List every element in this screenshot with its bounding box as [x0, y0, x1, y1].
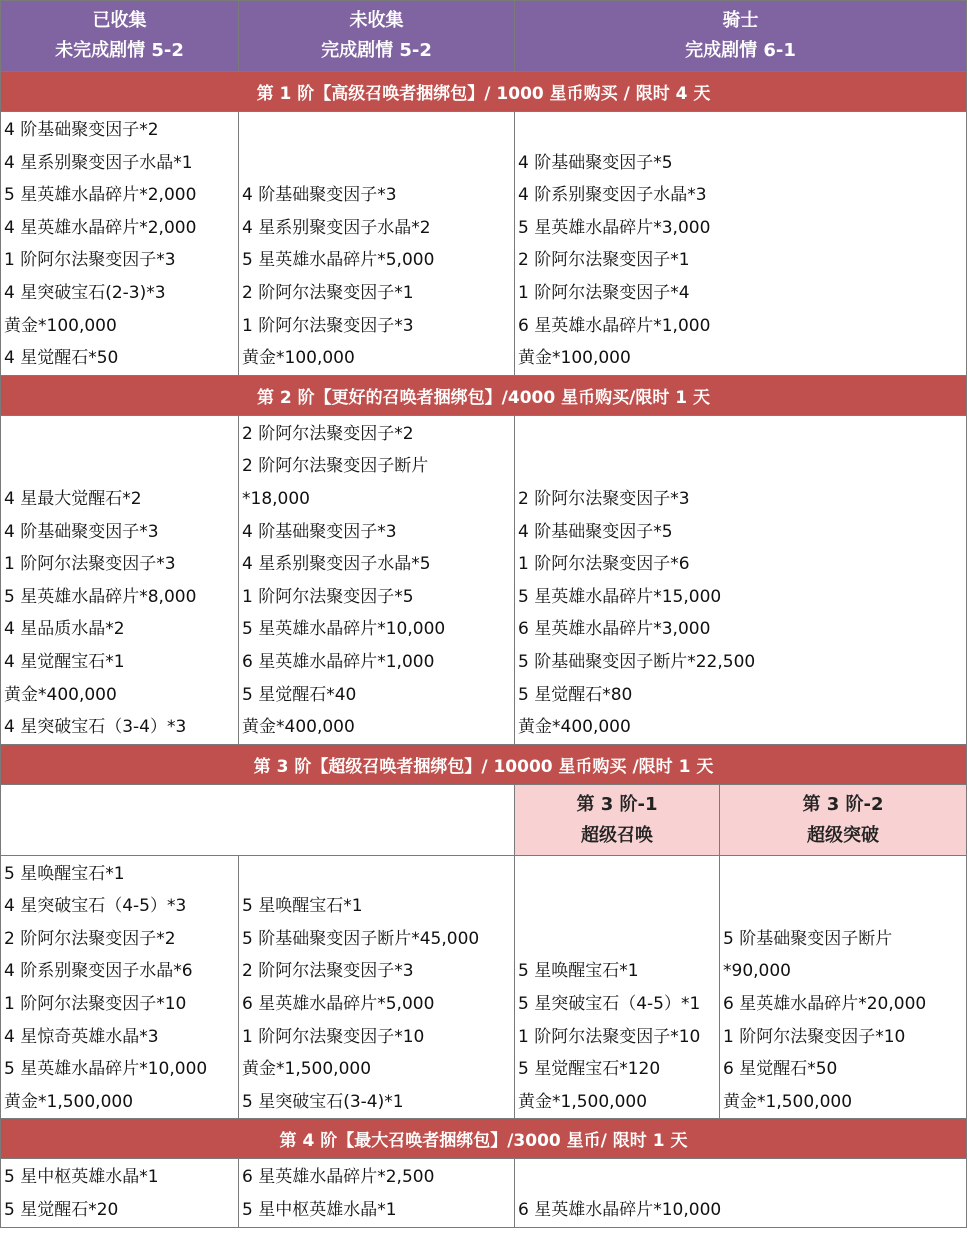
tier-1-title-row — [1, 72, 967, 112]
list-item: 5 星突破宝石(3-4)*1 — [242, 1091, 404, 1112]
list-item: 4 星最大觉醒石*2 — [4, 488, 142, 509]
header-uncollected: 未收集 完成剧情 5-2 — [239, 1, 515, 72]
tier-3-subheader-row — [1, 784, 967, 855]
list-item: 5 星中枢英雄水晶*1 — [4, 1167, 159, 1188]
tier-3-title-row — [1, 744, 967, 784]
list-item: 4 星系别聚变因子水晶*5 — [242, 554, 431, 575]
list-item: 6 星觉醒石*50 — [723, 1059, 838, 1080]
tier-2-collected-items — [1, 415, 239, 744]
tier-3-collected-items — [1, 855, 239, 1119]
tier-2-title: 第 2 阶【更好的召唤者捆绑包】/4000 星币购买/限时 1 天 — [1, 375, 967, 415]
tier-1-title: 第 1 阶【高级召唤者捆绑包】/ 1000 星币购买 / 限时 4 天 — [1, 72, 967, 112]
tier-1-knight-items — [515, 112, 967, 376]
tier-1-collected-items — [1, 112, 239, 376]
list-item: 黄金*1,500,000 — [4, 1091, 134, 1112]
tier-3-sub-b: 第 3 阶-2 超级突破 — [720, 784, 967, 855]
list-item: 4 阶系别聚变因子水晶*6 — [4, 961, 193, 982]
list-item: 6 星英雄水晶碎片*2,500 — [242, 1167, 435, 1188]
tier-3-empty-cell — [1, 784, 515, 855]
list-item: 2 阶阿尔法聚变因子*2 — [4, 928, 176, 949]
list-item: 1 阶阿尔法聚变因子*6 — [518, 554, 690, 575]
list-item: 黄金*400,000 — [4, 684, 117, 705]
list-item: 2 阶阿尔法聚变因子*2 — [242, 423, 414, 444]
list-item: 6 星英雄水晶碎片*1,000 — [518, 315, 711, 336]
tier-2-knight-items — [515, 415, 967, 744]
list-item: 5 星英雄水晶碎片*3,000 — [518, 217, 711, 238]
list-item: 5 星英雄水晶碎片*10,000 — [4, 1059, 208, 1080]
list-item: 1 阶阿尔法聚变因子*5 — [242, 586, 414, 607]
list-item: 5 星中枢英雄水晶*1 — [242, 1200, 397, 1221]
tier-3-sub-a-items — [515, 855, 720, 1119]
list-item: 4 星惊奇英雄水晶*3 — [4, 1026, 159, 1047]
tier-3-uncollected-items — [239, 855, 515, 1119]
list-item: 4 星系别聚变因子水晶*2 — [242, 217, 431, 238]
list-item: 4 星系别聚变因子水晶*1 — [4, 152, 193, 173]
tier-4-title: 第 4 阶【最大召唤者捆绑包】/3000 星币/ 限时 1 天 — [1, 1119, 967, 1159]
list-item: 1 阶阿尔法聚变因子*3 — [242, 315, 414, 336]
tier-4-title-row — [1, 1119, 967, 1159]
list-item: 1 阶阿尔法聚变因子*4 — [518, 282, 690, 303]
list-item: 1 阶阿尔法聚变因子*10 — [4, 994, 187, 1015]
list-item: 1 阶阿尔法聚变因子*10 — [242, 1026, 425, 1047]
list-item: 5 星英雄水晶碎片*15,000 — [518, 586, 722, 607]
tier-2-items-row — [1, 415, 967, 744]
list-item: 5 星觉醒石*80 — [518, 684, 633, 705]
list-item: 黄金*100,000 — [4, 315, 117, 336]
list-item: *90,000 — [723, 961, 791, 982]
list-item: 4 阶基础聚变因子*5 — [518, 152, 673, 173]
list-item: 4 阶基础聚变因子*2 — [4, 120, 159, 140]
list-item: 1 阶阿尔法聚变因子*10 — [723, 1026, 906, 1047]
list-item: 5 星英雄水晶碎片*8,000 — [4, 586, 197, 607]
list-item: 黄金*400,000 — [518, 717, 631, 738]
tier-4-uncollected-items — [239, 1159, 515, 1227]
list-item: 2 阶阿尔法聚变因子断片 — [242, 456, 429, 477]
header-collected: 已收集 未完成剧情 5-2 — [1, 1, 239, 72]
list-item: 4 阶基础聚变因子*5 — [518, 521, 673, 542]
list-item: 4 阶基础聚变因子*3 — [242, 185, 397, 206]
list-item: 4 星突破宝石（3-4）*3 — [4, 717, 187, 738]
list-item: 1 阶阿尔法聚变因子*3 — [4, 250, 176, 271]
tier-3-sub-b-items — [720, 855, 967, 1119]
list-item: 黄金*1,500,000 — [723, 1091, 853, 1112]
list-item: 4 星品质水晶*2 — [4, 619, 125, 640]
list-item: 4 阶基础聚变因子*3 — [242, 521, 397, 542]
tier-2-uncollected-items — [239, 415, 515, 744]
list-item: 6 星英雄水晶碎片*20,000 — [723, 994, 927, 1015]
list-item: 1 阶阿尔法聚变因子*10 — [518, 1026, 701, 1047]
list-item: 5 星英雄水晶碎片*10,000 — [242, 619, 446, 640]
header-knight: 骑士 完成剧情 6-1 — [515, 1, 967, 72]
list-item: *18,000 — [242, 488, 310, 509]
list-item: 4 星突破宝石(2-3)*3 — [4, 282, 166, 303]
list-item: 5 星唤醒宝石*1 — [242, 896, 363, 917]
list-item: 5 星突破宝石（4-5）*1 — [518, 994, 701, 1015]
list-item: 6 星英雄水晶碎片*3,000 — [518, 619, 711, 640]
list-item: 5 星唤醒宝石*1 — [518, 961, 639, 982]
list-item: 4 阶基础聚变因子*3 — [4, 521, 159, 542]
list-item: 黄金*100,000 — [518, 348, 631, 369]
list-item: 黄金*100,000 — [242, 348, 355, 369]
list-item: 5 阶基础聚变因子断片 — [723, 928, 893, 949]
tier-4-knight-items — [515, 1159, 967, 1227]
tier-1-items-row — [1, 112, 967, 376]
list-item: 5 阶基础聚变因子断片*45,000 — [242, 928, 480, 949]
list-item: 6 星英雄水晶碎片*5,000 — [242, 994, 435, 1015]
list-item: 5 阶基础聚变因子断片*22,500 — [518, 651, 756, 672]
list-item: 5 星英雄水晶碎片*5,000 — [242, 250, 435, 271]
list-item: 4 星觉醒石*50 — [4, 348, 119, 369]
list-item: 4 星英雄水晶碎片*2,000 — [4, 217, 197, 238]
list-item: 5 星唤醒宝石*1 — [4, 863, 125, 884]
list-item: 2 阶阿尔法聚变因子*3 — [242, 961, 414, 982]
header-row — [1, 1, 967, 72]
list-item: 2 阶阿尔法聚变因子*3 — [518, 488, 690, 509]
list-item: 6 星英雄水晶碎片*1,000 — [242, 651, 435, 672]
list-item: 2 阶阿尔法聚变因子*1 — [242, 282, 414, 303]
list-item: 5 星觉醒宝石*120 — [518, 1059, 661, 1080]
list-item: 黄金*1,500,000 — [518, 1091, 648, 1112]
tier-4-items-row — [1, 1159, 967, 1227]
tier-3-sub-a: 第 3 阶-1 超级召唤 — [515, 784, 720, 855]
tier-2-title-row — [1, 375, 967, 415]
tier-1-uncollected-items — [239, 112, 515, 376]
list-item: 5 星觉醒石*40 — [242, 684, 357, 705]
tier-3-title: 第 3 阶【超级召唤者捆绑包】/ 10000 星币购买 /限时 1 天 — [1, 744, 967, 784]
list-item: 1 阶阿尔法聚变因子*3 — [4, 554, 176, 575]
list-item: 5 星英雄水晶碎片*2,000 — [4, 185, 197, 206]
tier-4-collected-items — [1, 1159, 239, 1227]
list-item: 2 阶阿尔法聚变因子*1 — [518, 250, 690, 271]
list-item: 4 星突破宝石（4-5）*3 — [4, 896, 187, 917]
list-item: 6 星英雄水晶碎片*10,000 — [518, 1200, 722, 1221]
list-item: 4 阶系别聚变因子水晶*3 — [518, 185, 707, 206]
list-item: 5 星觉醒石*20 — [4, 1200, 119, 1221]
list-item: 黄金*400,000 — [242, 717, 355, 738]
list-item: 黄金*1,500,000 — [242, 1059, 372, 1080]
tier-3-items-row — [1, 855, 967, 1119]
list-item: 4 星觉醒宝石*1 — [4, 651, 125, 672]
